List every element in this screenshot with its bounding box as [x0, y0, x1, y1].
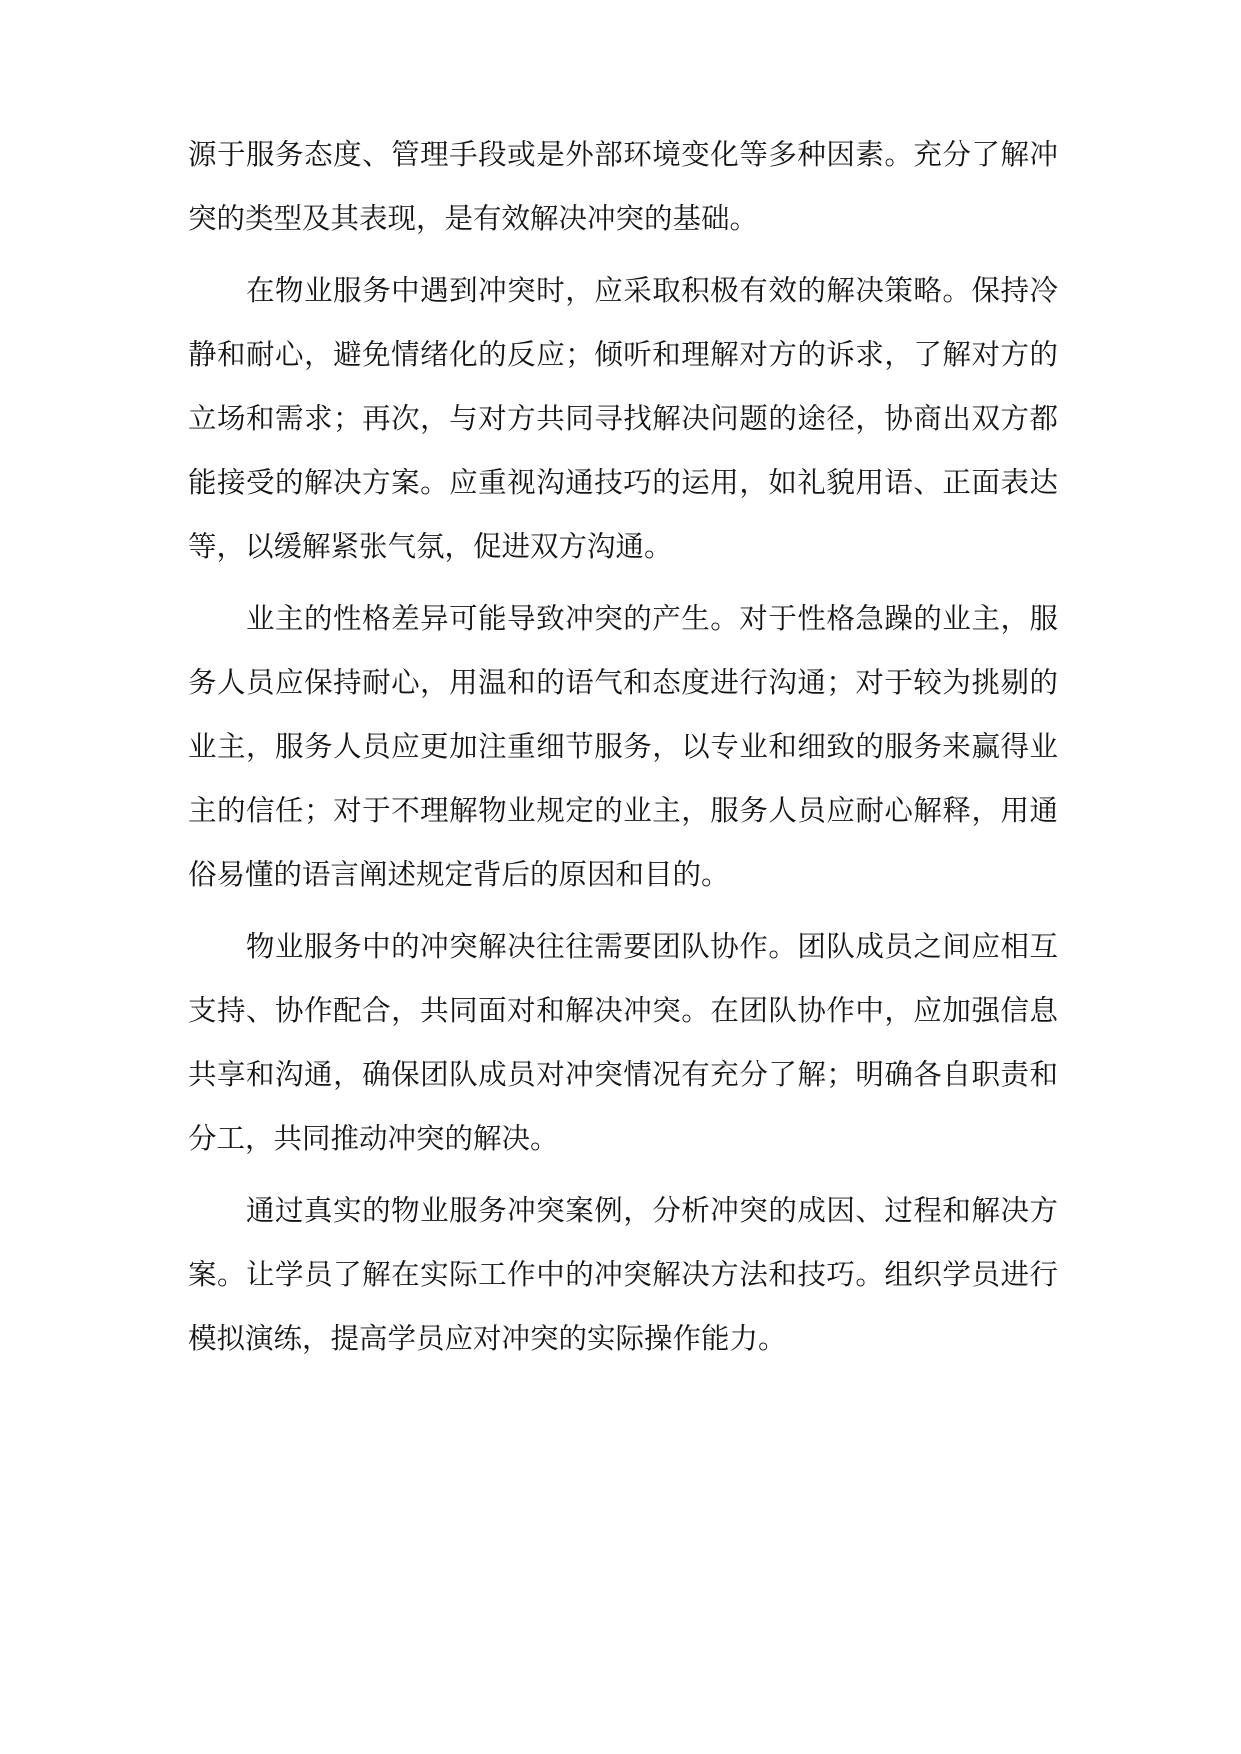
paragraph-line: 突的类型及其表现，是有效解决冲突的基础。	[188, 202, 759, 235]
paragraph-line: 立场和需求；再次，与对方共同寻找解决问题的途径，协商出双方都	[188, 402, 1058, 435]
paragraph-line: 支持、协作配合，共同面对和解决冲突。在团队协作中，应加强信息	[188, 994, 1058, 1027]
paragraph-line: 主的信任；对于不理解物业规定的业主，服务人员应耐心解释，用通	[188, 794, 1058, 827]
paragraph-line: 等，以缓解紧张气氛，促进双方沟通。	[188, 530, 673, 563]
paragraph-line: 务人员应保持耐心，用温和的语气和态度进行沟通；对于较为挑剔的	[188, 666, 1058, 699]
paragraph-line: 通过真实的物业服务冲突案例，分析冲突的成因、过程和解决方	[246, 1194, 1058, 1227]
paragraph-line: 分工，共同推动冲突的解决。	[188, 1122, 559, 1155]
paragraph-line: 物业服务中的冲突解决往往需要团队协作。团队成员之间应相互	[246, 930, 1058, 963]
paragraph-line: 案。让学员了解在实际工作中的冲突解决方法和技巧。组织学员进行	[188, 1258, 1058, 1291]
paragraph-line: 模拟演练，提高学员应对冲突的实际操作能力。	[188, 1322, 787, 1355]
paragraph-line: 源于服务态度、管理手段或是外部环境变化等多种因素。充分了解冲	[188, 138, 1058, 171]
paragraph-line: 俗易懂的语言阐述规定背后的原因和目的。	[188, 858, 730, 891]
paragraph-line: 在物业服务中遇到冲突时，应采取积极有效的解决策略。保持冷	[246, 274, 1058, 307]
paragraph-line: 能接受的解决方案。应重视沟通技巧的运用，如礼貌用语、正面表达	[188, 466, 1058, 499]
paragraph-line: 共享和沟通，确保团队成员对冲突情况有充分了解；明确各自职责和	[188, 1058, 1058, 1091]
paragraph-line: 业主的性格差异可能导致冲突的产生。对于性格急躁的业主，服	[246, 602, 1058, 635]
paragraph-line: 业主，服务人员应更加注重细节服务，以专业和细致的服务来赢得业	[188, 730, 1058, 763]
paragraph-line: 静和耐心，避免情绪化的反应；倾听和理解对方的诉求，了解对方的	[188, 338, 1058, 371]
